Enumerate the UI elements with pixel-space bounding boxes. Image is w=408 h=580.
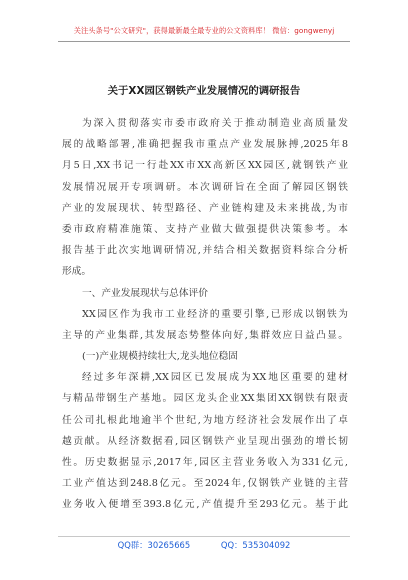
paragraph-line: 经过多年深耕,XX园区已发展成为XX地区重要的建材 [82,372,348,384]
header-banner: 关注头条号"公文研究"，获得最新最全最专业的公文资料库！ 微信：gongwenyj [73,26,335,35]
paragraph-line: 越贡献。从经济数据看,园区钢铁产业呈现出强劲的增长韧 [62,435,348,447]
subsection-heading: (一)产业规模持续壮大,龙头地位稳固 [82,351,238,363]
footer-contact [0,539,408,551]
document-body [62,113,348,516]
paragraph-line: 展的战略部署,准确把握我市重点产业发展脉搏,2025年8 [62,139,348,151]
paragraph-line: 主导的产业集群,其发展态势整体向好,集群效应日益凸显。 [62,329,348,341]
paragraph-line: 工业产值达到248.8亿元。至2024年,仅钢铁产业链的主营 [62,478,348,490]
document-title: 关于XX园区钢铁产业发展情况的调研报告 [107,85,301,97]
paragraph-line: 性。历史数据显示,2017年,园区主营业务收入为331亿元, [62,457,348,468]
paragraph-line: 与精品带钢生产基地。园区龙头企业XX集团XX钢铁有限责 [62,393,348,405]
paragraph-line: XX园区作为我市工业经济的重要引擎,已形成以钢铁为 [82,308,348,320]
paragraph-line: 发展情况展开专项调研。本次调研旨在全面了解园区钢铁 [62,181,348,193]
paragraph-line: 任公司扎根此地逾半个世纪,为地方经济社会发展作出了卓 [62,414,348,426]
footer-qq-group: QQ群：30265665 [117,540,191,550]
paragraph-line: 业务收入便增至393.8亿元,产值提升至293亿元。基于此 [62,499,348,511]
section-heading: 一、产业发展现状与总体评价 [82,287,208,299]
header-divider [58,41,350,42]
paragraph-line: 委市政府精准施策、支持产业做大做强提供决策参考。本 [62,223,348,235]
footer-qq: QQ：535304092 [220,540,291,550]
paragraph-line: 为深入贯彻落实市委市政府关于推动制造业高质量发 [82,118,348,129]
paragraph-line: 报告基于此次实地调研情况,并结合相关数据资料综合分析 [62,245,348,257]
footer-divider [58,536,350,537]
paragraph-line: 产业的发展现状、转型路径、产业链构建及未来挑战,为市 [62,202,348,214]
paragraph-line: 月5日,XX书记一行赴XX市XX高新区XX园区,就钢铁产业 [62,160,348,172]
paragraph-line: 形成。 [62,266,92,278]
